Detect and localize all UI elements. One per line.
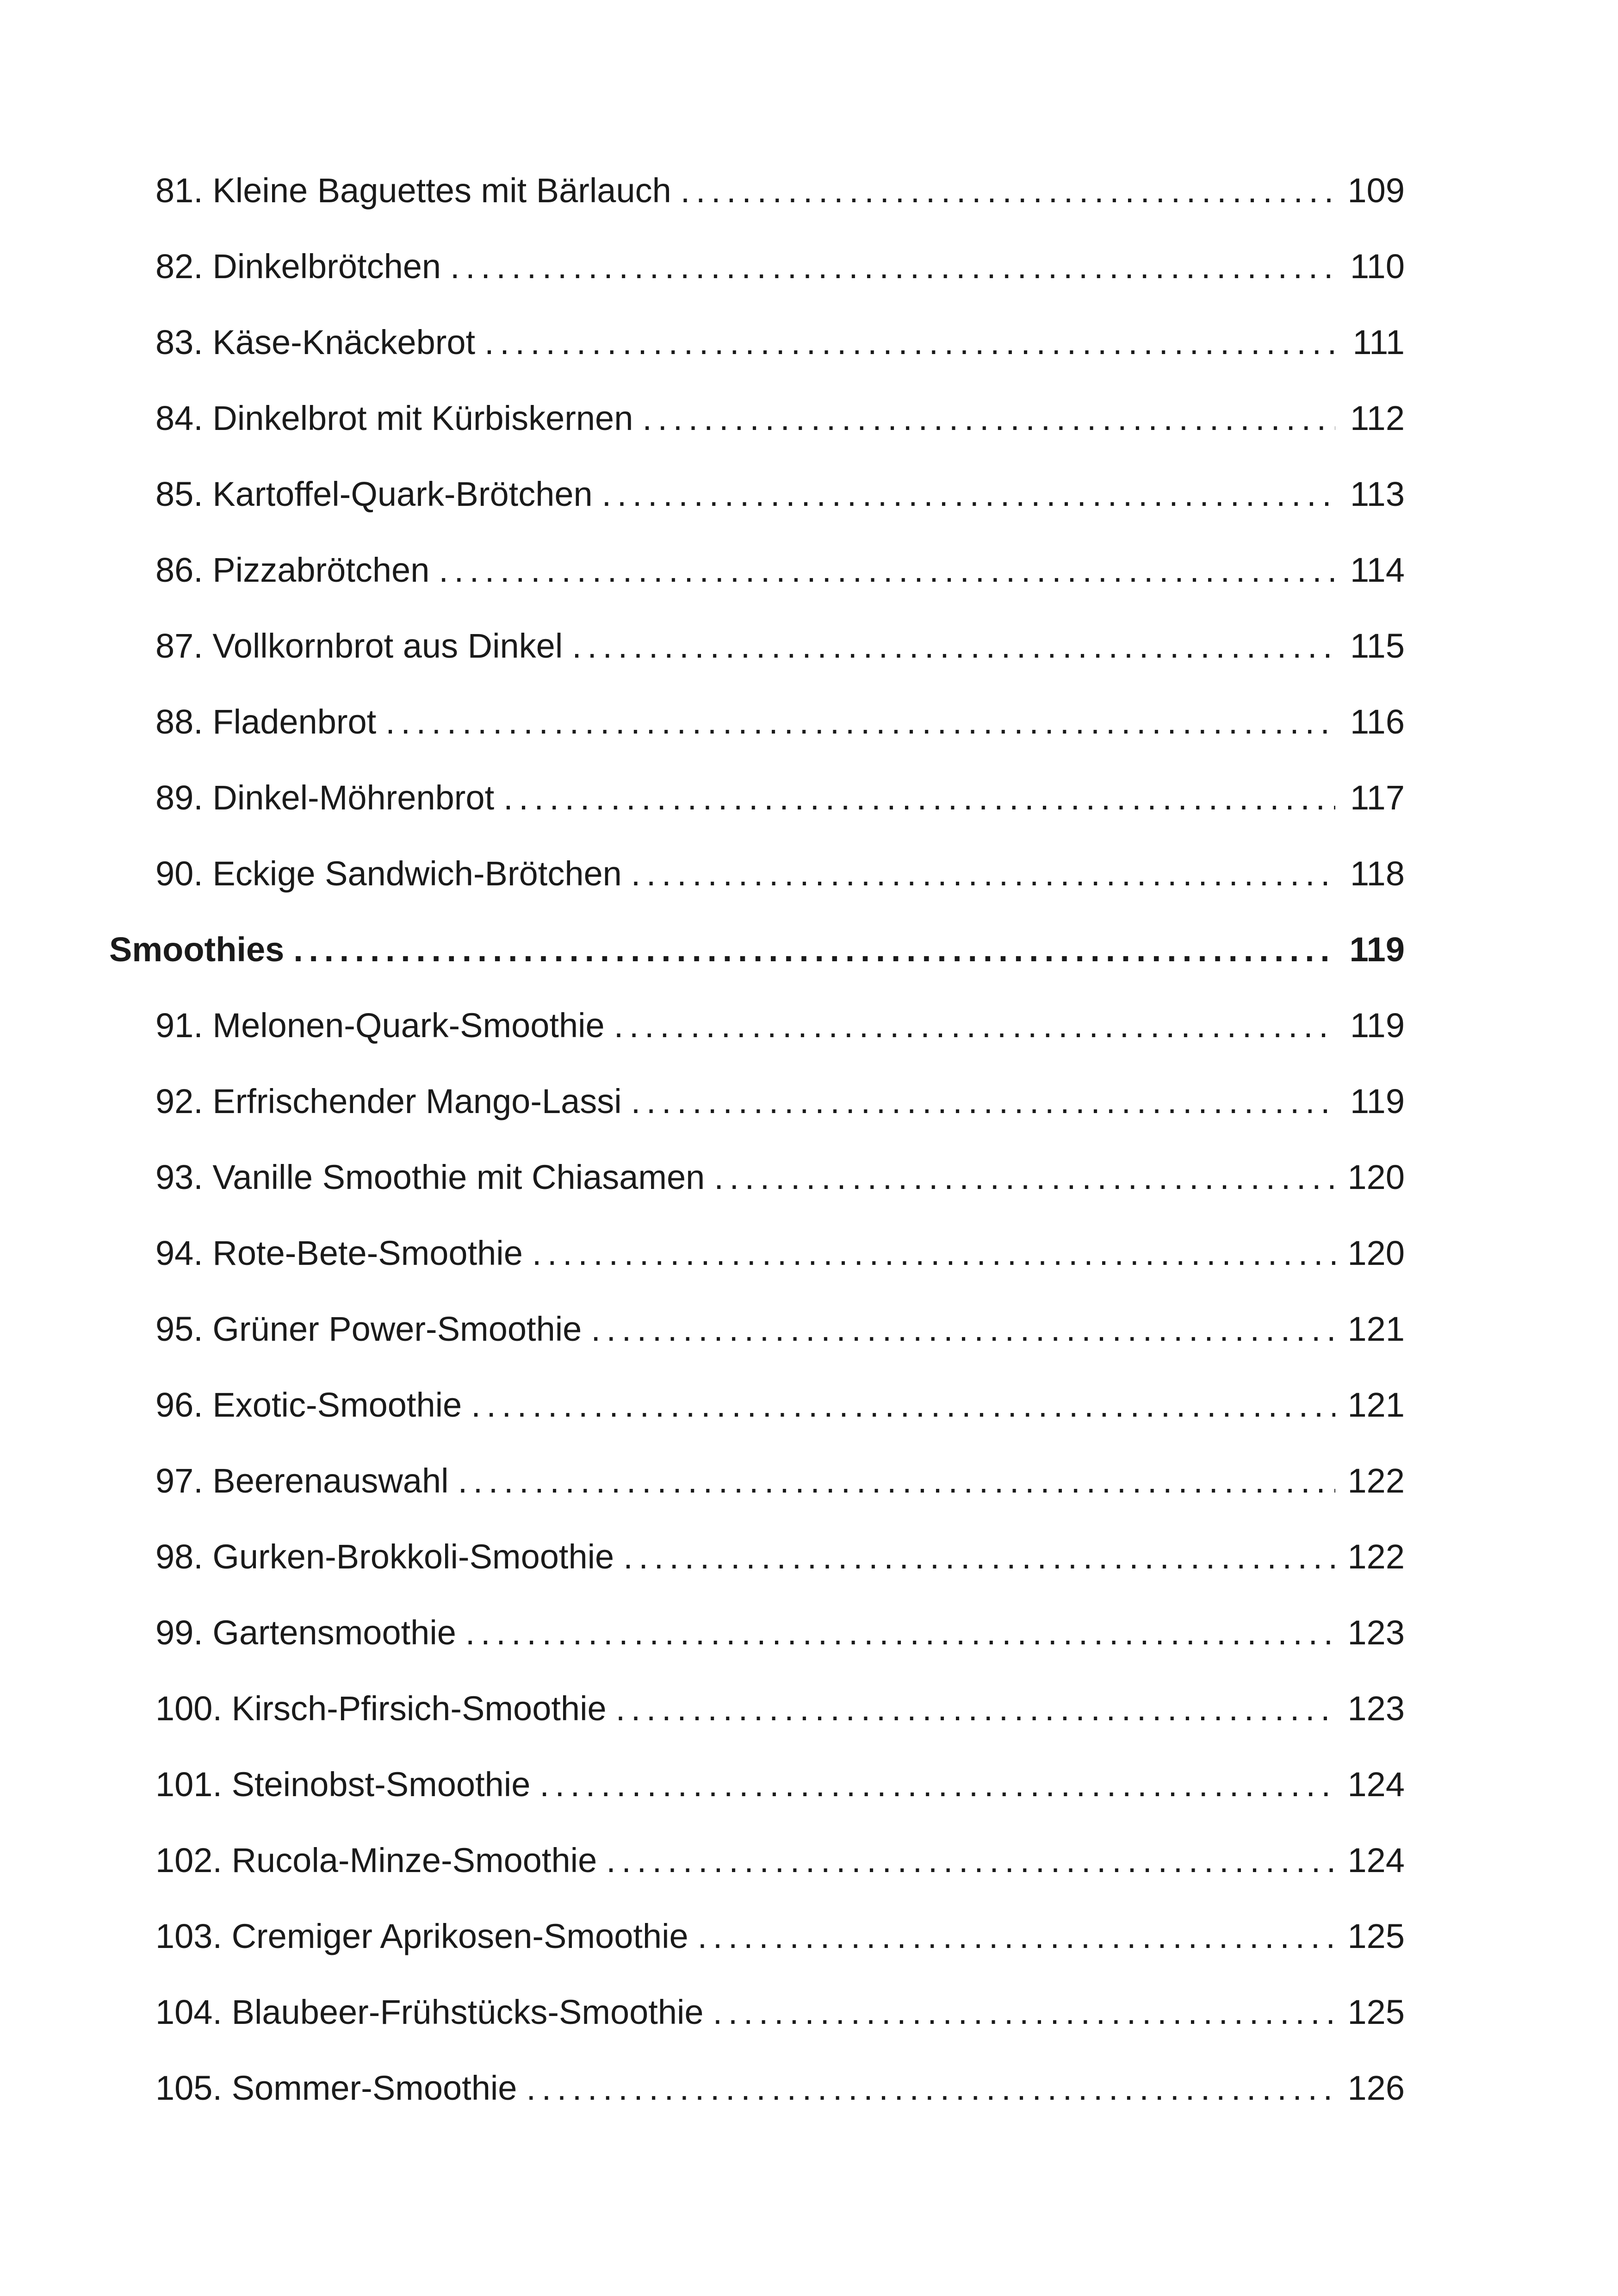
toc-entry[interactable] [109,608,1405,684]
toc-entry[interactable] [109,532,1405,608]
toc-entry-title: 88. Fladenbrot [155,703,377,741]
toc-entry-title: 100. Kirsch-Pfirsich-Smoothie [155,1689,607,1728]
toc-entry-page-number: 125 [1347,1993,1405,2031]
toc-entry[interactable] [109,153,1405,229]
toc-leader-dots [606,1843,1335,1878]
toc-leader-dots [503,781,1335,815]
toc-entry-page-number: 110 [1350,247,1405,286]
toc-entry-page-number: 111 [1352,323,1405,361]
toc-entry-page-number: 117 [1350,778,1405,817]
toc-entry[interactable] [109,760,1405,836]
toc-leader-dots [623,1540,1335,1574]
toc-entry-title: 97. Beerenauswahl [155,1462,449,1500]
toc-entry-page-number: 120 [1347,1234,1405,1272]
toc-leader-dots [714,1160,1335,1195]
toc-entry-title: 85. Kartoffel-Quark-Brötchen [155,475,593,513]
toc-entry-title: 104. Blaubeer-Frühstücks-Smoothie [155,1993,704,2031]
toc-entry-title: 101. Steinobst-Smoothie [155,1765,531,1804]
toc-leader-dots [526,2071,1335,2105]
toc-leader-dots [458,1464,1335,1498]
toc-leader-dots [642,401,1335,436]
toc-entry[interactable] [109,1823,1405,1898]
toc-entry[interactable] [109,1595,1405,1671]
toc-entry-title: 90. Eckige Sandwich-Brötchen [155,854,622,893]
toc-entry-page-number: 126 [1347,2069,1405,2107]
toc-leader-dots [439,553,1335,587]
toc-leader-dots [471,1388,1335,1422]
toc-section-title: Smoothies [109,930,285,969]
toc-leader-dots [681,174,1335,208]
toc-entry-page-number: 109 [1347,171,1405,210]
toc-entry-title: 86. Pizzabrötchen [155,551,430,589]
toc-entry-title: 87. Vollkornbrot aus Dinkel [155,627,563,665]
toc-entry[interactable] [109,836,1405,912]
toc-entry-page-number: 122 [1347,1537,1405,1576]
toc-entry-page-number: 121 [1347,1310,1405,1348]
toc-entry[interactable] [109,1064,1405,1139]
toc-entry[interactable] [109,1747,1405,1823]
toc-entry-title: 95. Grüner Power-Smoothie [155,1310,582,1348]
toc-entry[interactable] [109,1367,1405,1443]
toc-entry-page-number: 119 [1350,1006,1405,1045]
toc-entry-title: 93. Vanille Smoothie mit Chiasamen [155,1158,705,1196]
toc-entry-page-number: 118 [1350,854,1405,893]
toc-entry-page-number: 115 [1350,627,1405,665]
toc-entry-title: 89. Dinkel-Möhrenbrot [155,778,495,817]
toc-entry-page-number: 123 [1347,1689,1405,1728]
toc-entry-title: 84. Dinkelbrot mit Kürbiskernen [155,399,633,437]
toc-entry-title: 98. Gurken-Brokkoli-Smoothie [155,1537,614,1576]
toc-section-heading[interactable] [109,912,1405,988]
toc-leader-dots [616,1692,1335,1726]
toc-entry-title: 91. Melonen-Quark-Smoothie [155,1006,605,1045]
toc-leader-dots [631,1084,1335,1119]
toc-entry-page-number: 121 [1347,1386,1405,1424]
toc-entry-page-number: 116 [1350,703,1405,741]
toc-leader-dots [713,1995,1335,2029]
toc-entry[interactable] [109,1139,1405,1215]
toc-entry-title: 96. Exotic-Smoothie [155,1386,462,1424]
toc-entry-title: 92. Erfrischender Mango-Lassi [155,1082,622,1120]
toc-entry[interactable] [109,988,1405,1064]
toc-leader-dots [532,1236,1335,1270]
toc-entry-page-number: 124 [1347,1765,1405,1804]
toc-leader-dots [614,1008,1335,1043]
toc-entry[interactable] [109,1898,1405,1974]
toc-entry[interactable] [109,1671,1405,1747]
toc-leader-dots [698,1919,1335,1954]
toc-entry[interactable] [109,305,1405,380]
toc-entry[interactable] [109,1291,1405,1367]
toc-leader-dots [484,325,1335,360]
toc-entry-page-number: 123 [1347,1613,1405,1652]
toc-entry-title: 103. Cremiger Aprikosen-Smoothie [155,1917,688,1955]
toc-entry-page-number: 120 [1347,1158,1405,1196]
toc-entry-title: 82. Dinkelbrötchen [155,247,441,286]
toc-entry-page-number: 122 [1347,1462,1405,1500]
toc-leader-dots [539,1767,1335,1802]
toc-entry[interactable] [109,2050,1405,2126]
toc-entry-page-number: 113 [1350,475,1405,513]
toc-leader-dots [602,477,1335,511]
table-of-contents [109,153,1405,2126]
toc-leader-dots [591,1312,1335,1346]
toc-leader-dots [631,857,1335,891]
toc-leader-dots [465,1616,1335,1650]
toc-section-page-number: 119 [1349,930,1405,969]
toc-entry-title: 102. Rucola-Minze-Smoothie [155,1841,597,1879]
toc-entry-page-number: 124 [1347,1841,1405,1879]
toc-entry-page-number: 119 [1350,1082,1405,1120]
toc-entry-title: 105. Sommer-Smoothie [155,2069,517,2107]
toc-entry[interactable] [109,380,1405,456]
toc-entry-title: 83. Käse-Knäckebrot [155,323,476,361]
toc-entry[interactable] [109,456,1405,532]
toc-leader-dots [293,933,1335,967]
toc-entry[interactable] [109,684,1405,760]
toc-leader-dots [572,629,1335,663]
toc-entry-page-number: 125 [1347,1917,1405,1955]
toc-entry-title: 94. Rote-Bete-Smoothie [155,1234,523,1272]
toc-leader-dots [385,705,1335,739]
toc-entry-page-number: 112 [1350,399,1405,437]
toc-entry[interactable] [109,1974,1405,2050]
toc-entry-page-number: 114 [1350,551,1405,589]
toc-entry[interactable] [109,229,1405,305]
toc-entry-title: 81. Kleine Baguettes mit Bärlauch [155,171,671,210]
toc-entry[interactable] [109,1215,1405,1291]
toc-leader-dots [450,249,1335,284]
toc-entry[interactable] [109,1443,1405,1519]
toc-entry-title: 99. Gartensmoothie [155,1613,456,1652]
toc-entry[interactable] [109,1519,1405,1595]
